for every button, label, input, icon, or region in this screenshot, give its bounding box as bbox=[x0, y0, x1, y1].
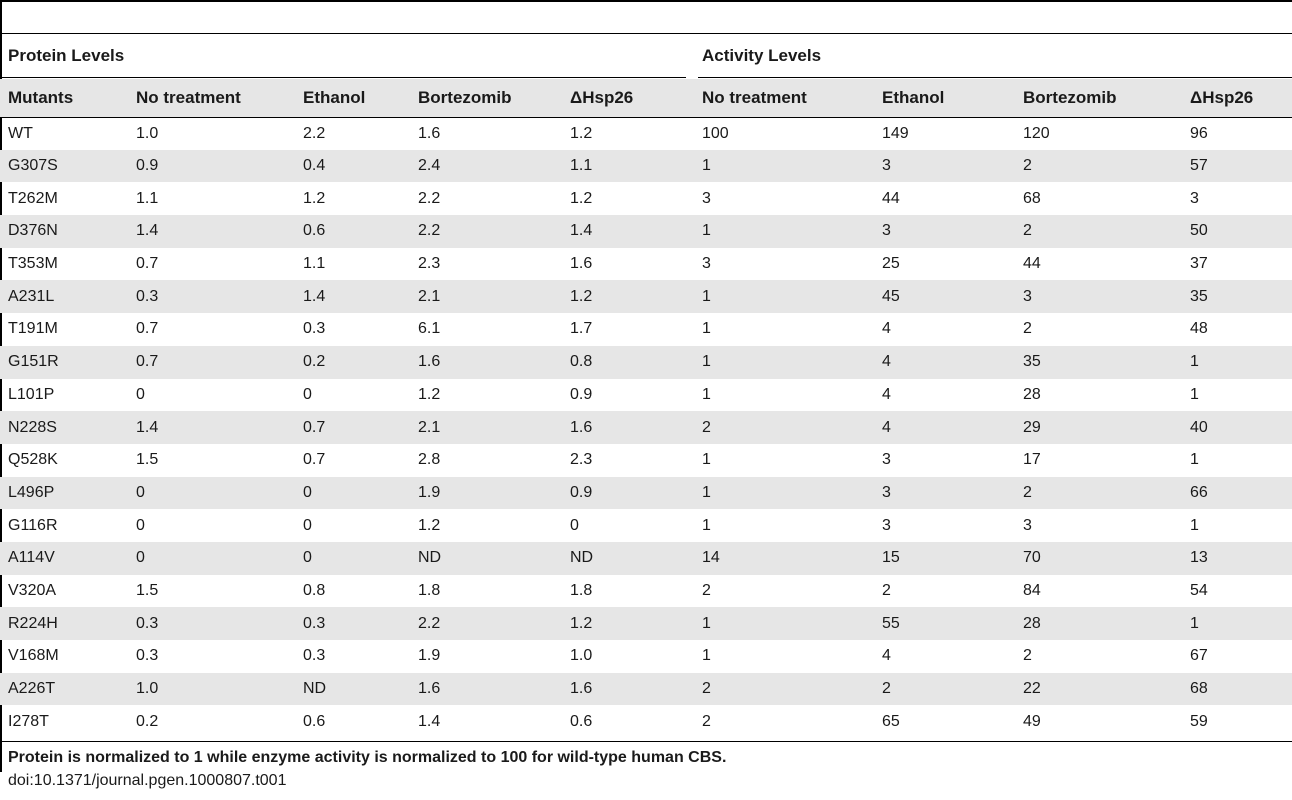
value-cell: 1 bbox=[702, 647, 711, 665]
value-cell: 0.7 bbox=[303, 451, 326, 469]
mutant-cell: WT bbox=[8, 124, 33, 142]
value-cell: 0.6 bbox=[570, 712, 593, 730]
value-cell: 2.2 bbox=[418, 189, 441, 207]
value-cell: 1.0 bbox=[136, 680, 159, 698]
value-cell: 1.0 bbox=[570, 647, 593, 665]
value-cell: 0.3 bbox=[303, 320, 326, 338]
value-cell: 1.2 bbox=[303, 189, 326, 207]
value-cell: 0.3 bbox=[136, 287, 159, 305]
value-cell: 1 bbox=[702, 287, 711, 305]
value-cell: 67 bbox=[1190, 647, 1208, 665]
value-cell: 3 bbox=[882, 222, 891, 240]
table-row bbox=[0, 313, 1292, 346]
table-row bbox=[0, 575, 1292, 608]
table-row bbox=[0, 346, 1292, 379]
value-cell: 0 bbox=[136, 483, 145, 501]
value-cell: 1.5 bbox=[136, 451, 159, 469]
value-cell: 2 bbox=[702, 680, 711, 698]
top-border bbox=[0, 0, 1292, 2]
value-cell: 2.4 bbox=[418, 157, 441, 175]
table-row bbox=[0, 117, 1292, 150]
value-cell: 1.2 bbox=[418, 385, 441, 403]
value-cell: 4 bbox=[882, 418, 891, 436]
value-cell: 1.6 bbox=[570, 418, 593, 436]
table-bottom-rule bbox=[0, 741, 1292, 742]
value-cell: ND bbox=[418, 549, 442, 567]
value-cell: 0.7 bbox=[303, 418, 326, 436]
value-cell: 1.5 bbox=[136, 581, 159, 599]
value-cell: 0.4 bbox=[303, 157, 326, 175]
value-cell: 2.3 bbox=[418, 255, 441, 273]
value-cell: 0.8 bbox=[570, 353, 593, 371]
value-cell: 2 bbox=[702, 712, 711, 730]
value-cell: 68 bbox=[1023, 189, 1041, 207]
table-row bbox=[0, 542, 1292, 575]
mutant-cell: Q528K bbox=[8, 451, 58, 469]
value-cell: 0.7 bbox=[136, 255, 159, 273]
value-cell: 1.2 bbox=[418, 516, 441, 534]
value-cell: 1 bbox=[1190, 614, 1199, 632]
value-cell: 2 bbox=[702, 581, 711, 599]
value-cell: 1.6 bbox=[418, 680, 441, 698]
header-top-rule bbox=[0, 33, 1292, 34]
column-header: No treatment bbox=[694, 79, 874, 117]
value-cell: 44 bbox=[882, 189, 900, 207]
value-cell: 2 bbox=[882, 581, 891, 599]
mutant-cell: G151R bbox=[8, 353, 59, 371]
table-row bbox=[0, 411, 1292, 444]
mutant-cell: V168M bbox=[8, 647, 59, 665]
table-row bbox=[0, 150, 1292, 183]
value-cell: 1 bbox=[702, 483, 711, 501]
value-cell: 1.2 bbox=[570, 189, 593, 207]
value-cell: 1.6 bbox=[418, 353, 441, 371]
mutant-cell: T191M bbox=[8, 320, 58, 338]
value-cell: 1 bbox=[702, 320, 711, 338]
value-cell: 2 bbox=[702, 418, 711, 436]
value-cell: 35 bbox=[1190, 287, 1208, 305]
value-cell: 1.9 bbox=[418, 483, 441, 501]
value-cell: 49 bbox=[1023, 712, 1041, 730]
value-cell: 2 bbox=[1023, 222, 1032, 240]
value-cell: 1.7 bbox=[570, 320, 593, 338]
value-cell: 1 bbox=[702, 451, 711, 469]
value-cell: 1 bbox=[702, 385, 711, 403]
value-cell: 149 bbox=[882, 124, 909, 142]
value-cell: 0.9 bbox=[570, 385, 593, 403]
value-cell: 35 bbox=[1023, 353, 1041, 371]
value-cell: 1 bbox=[702, 222, 711, 240]
value-cell: 0.9 bbox=[570, 483, 593, 501]
value-cell: 14 bbox=[702, 549, 720, 567]
value-cell: 2.2 bbox=[418, 222, 441, 240]
value-cell: 0 bbox=[303, 516, 312, 534]
value-cell: 1.4 bbox=[570, 222, 593, 240]
table-row bbox=[0, 509, 1292, 542]
value-cell: 0.3 bbox=[136, 647, 159, 665]
table-row bbox=[0, 673, 1292, 706]
value-cell: 68 bbox=[1190, 680, 1208, 698]
value-cell: 1 bbox=[1190, 353, 1199, 371]
column-header: Mutants bbox=[0, 79, 128, 117]
value-cell: 40 bbox=[1190, 418, 1208, 436]
mutant-cell: G116R bbox=[8, 516, 58, 534]
value-cell: 2 bbox=[1023, 647, 1032, 665]
value-cell: 1.1 bbox=[303, 255, 326, 273]
value-cell: 1.4 bbox=[136, 418, 159, 436]
value-cell: 4 bbox=[882, 385, 891, 403]
value-cell: 50 bbox=[1190, 222, 1208, 240]
value-cell: 59 bbox=[1190, 712, 1208, 730]
value-cell: 4 bbox=[882, 320, 891, 338]
table-body bbox=[0, 117, 1292, 738]
value-cell: 29 bbox=[1023, 418, 1041, 436]
value-cell: 1.2 bbox=[570, 124, 593, 142]
table-row bbox=[0, 705, 1292, 738]
value-cell: 1 bbox=[1190, 516, 1199, 534]
value-cell: 1.8 bbox=[418, 581, 441, 599]
value-cell: 0 bbox=[570, 516, 579, 534]
value-cell: 25 bbox=[882, 255, 900, 273]
value-cell: 22 bbox=[1023, 680, 1041, 698]
value-cell: 0 bbox=[303, 483, 312, 501]
value-cell: 1 bbox=[702, 353, 711, 371]
value-cell: 1 bbox=[702, 614, 711, 632]
value-cell: 0.3 bbox=[303, 614, 326, 632]
table-row bbox=[0, 477, 1292, 510]
value-cell: 1.2 bbox=[570, 614, 593, 632]
value-cell: 0.9 bbox=[136, 157, 159, 175]
value-cell: 120 bbox=[1023, 124, 1050, 142]
value-cell: 3 bbox=[882, 516, 891, 534]
data-table bbox=[0, 79, 1292, 738]
value-cell: 0 bbox=[303, 385, 312, 403]
column-header: No treatment bbox=[128, 79, 295, 117]
value-cell: 100 bbox=[702, 124, 729, 142]
value-cell: 2.8 bbox=[418, 451, 441, 469]
table-row bbox=[0, 607, 1292, 640]
value-cell: 1.2 bbox=[570, 287, 593, 305]
value-cell: 3 bbox=[1023, 516, 1032, 534]
value-cell: 0.8 bbox=[303, 581, 326, 599]
value-cell: 1 bbox=[702, 157, 711, 175]
column-header: ΔHsp26 bbox=[1182, 79, 1292, 117]
value-cell: 3 bbox=[882, 483, 891, 501]
value-cell: 55 bbox=[882, 614, 900, 632]
mutant-cell: A114V bbox=[8, 549, 55, 567]
value-cell: 0.7 bbox=[136, 353, 159, 371]
value-cell: 1.1 bbox=[570, 157, 593, 175]
value-cell: 3 bbox=[1190, 189, 1199, 207]
value-cell: 1.0 bbox=[136, 124, 159, 142]
value-cell: 3 bbox=[1023, 287, 1032, 305]
value-cell: 0.3 bbox=[303, 647, 326, 665]
table-row bbox=[0, 215, 1292, 248]
value-cell: 2.1 bbox=[418, 418, 441, 436]
value-cell: 0 bbox=[136, 549, 145, 567]
mutant-cell: I278T bbox=[8, 712, 49, 730]
value-cell: 1 bbox=[1190, 451, 1199, 469]
column-header: ΔHsp26 bbox=[562, 79, 694, 117]
value-cell: 0.3 bbox=[136, 614, 159, 632]
mutant-cell: G307S bbox=[8, 157, 58, 175]
mutant-cell: T353M bbox=[8, 255, 58, 273]
value-cell: 1.4 bbox=[136, 222, 159, 240]
column-header: Ethanol bbox=[295, 79, 410, 117]
column-header: Bortezomib bbox=[1015, 79, 1182, 117]
value-cell: 44 bbox=[1023, 255, 1041, 273]
value-cell: 1.6 bbox=[570, 255, 593, 273]
value-cell: 6.1 bbox=[418, 320, 441, 338]
value-cell: 28 bbox=[1023, 614, 1041, 632]
value-cell: 2 bbox=[882, 680, 891, 698]
value-cell: 2.3 bbox=[570, 451, 593, 469]
column-header-row bbox=[0, 79, 1292, 117]
value-cell: 54 bbox=[1190, 581, 1208, 599]
mutant-cell: N228S bbox=[8, 418, 57, 436]
value-cell: 17 bbox=[1023, 451, 1041, 469]
table-row bbox=[0, 182, 1292, 215]
mutant-cell: V320A bbox=[8, 581, 57, 599]
value-cell: 2.2 bbox=[303, 124, 326, 142]
mutant-cell: D376N bbox=[8, 222, 58, 240]
protein-group-rule bbox=[0, 77, 686, 78]
value-cell: 2 bbox=[1023, 157, 1032, 175]
value-cell: 45 bbox=[882, 287, 900, 305]
table-footnote: Protein is normalized to 1 while enzyme activity is normalized to 100 for wild-type human CBS. bbox=[8, 749, 727, 766]
doi-text: doi:10.1371/journal.pgen.1000807.t001 bbox=[8, 772, 287, 789]
value-cell: 1.4 bbox=[418, 712, 441, 730]
value-cell: 0.7 bbox=[136, 320, 159, 338]
value-cell: 0.2 bbox=[136, 712, 159, 730]
mutant-cell: L101P bbox=[8, 385, 55, 403]
table-row bbox=[0, 280, 1292, 313]
value-cell: 48 bbox=[1190, 320, 1208, 338]
value-cell: 0 bbox=[136, 516, 145, 534]
table-row bbox=[0, 444, 1292, 477]
value-cell: 1.4 bbox=[303, 287, 326, 305]
value-cell: 0.6 bbox=[303, 712, 326, 730]
value-cell: 4 bbox=[882, 647, 891, 665]
activity-group-rule bbox=[698, 77, 1292, 78]
value-cell: 2.2 bbox=[418, 614, 441, 632]
mutant-cell: A226T bbox=[8, 680, 56, 698]
column-header: Ethanol bbox=[874, 79, 1015, 117]
value-cell: 70 bbox=[1023, 549, 1041, 567]
value-cell: 0.2 bbox=[303, 353, 326, 371]
value-cell: 3 bbox=[882, 157, 891, 175]
value-cell: 1.1 bbox=[136, 189, 159, 207]
value-cell: 1 bbox=[1190, 385, 1199, 403]
value-cell: 1.8 bbox=[570, 581, 593, 599]
value-cell: 1.9 bbox=[418, 647, 441, 665]
group-header-activity: Activity Levels bbox=[702, 46, 822, 65]
value-cell: 66 bbox=[1190, 483, 1208, 501]
value-cell: 3 bbox=[882, 451, 891, 469]
value-cell: 4 bbox=[882, 353, 891, 371]
value-cell: 1.6 bbox=[418, 124, 441, 142]
value-cell: 0 bbox=[136, 385, 145, 403]
value-cell: 1.6 bbox=[570, 680, 593, 698]
value-cell: 15 bbox=[882, 549, 900, 567]
mutant-cell: A231L bbox=[8, 287, 55, 305]
value-cell: 57 bbox=[1190, 157, 1208, 175]
table-row bbox=[0, 248, 1292, 281]
group-header-protein: Protein Levels bbox=[8, 46, 125, 65]
value-cell: 37 bbox=[1190, 255, 1208, 273]
value-cell: 28 bbox=[1023, 385, 1041, 403]
table-row bbox=[0, 640, 1292, 673]
value-cell: 3 bbox=[702, 255, 711, 273]
mutant-cell: T262M bbox=[8, 189, 58, 207]
value-cell: 2.1 bbox=[418, 287, 441, 305]
value-cell: 2 bbox=[1023, 320, 1032, 338]
value-cell: 0 bbox=[303, 549, 312, 567]
mutant-cell: R224H bbox=[8, 614, 58, 632]
column-header: Bortezomib bbox=[410, 79, 562, 117]
value-cell: 2 bbox=[1023, 483, 1032, 501]
value-cell: 0.6 bbox=[303, 222, 326, 240]
value-cell: 13 bbox=[1190, 549, 1208, 567]
value-cell: ND bbox=[570, 549, 594, 567]
value-cell: 3 bbox=[702, 189, 711, 207]
value-cell: 96 bbox=[1190, 124, 1208, 142]
value-cell: 65 bbox=[882, 712, 900, 730]
mutant-cell: L496P bbox=[8, 483, 55, 501]
value-cell: 84 bbox=[1023, 581, 1041, 599]
value-cell: 1 bbox=[702, 516, 711, 534]
table-row bbox=[0, 379, 1292, 412]
value-cell: ND bbox=[303, 680, 327, 698]
